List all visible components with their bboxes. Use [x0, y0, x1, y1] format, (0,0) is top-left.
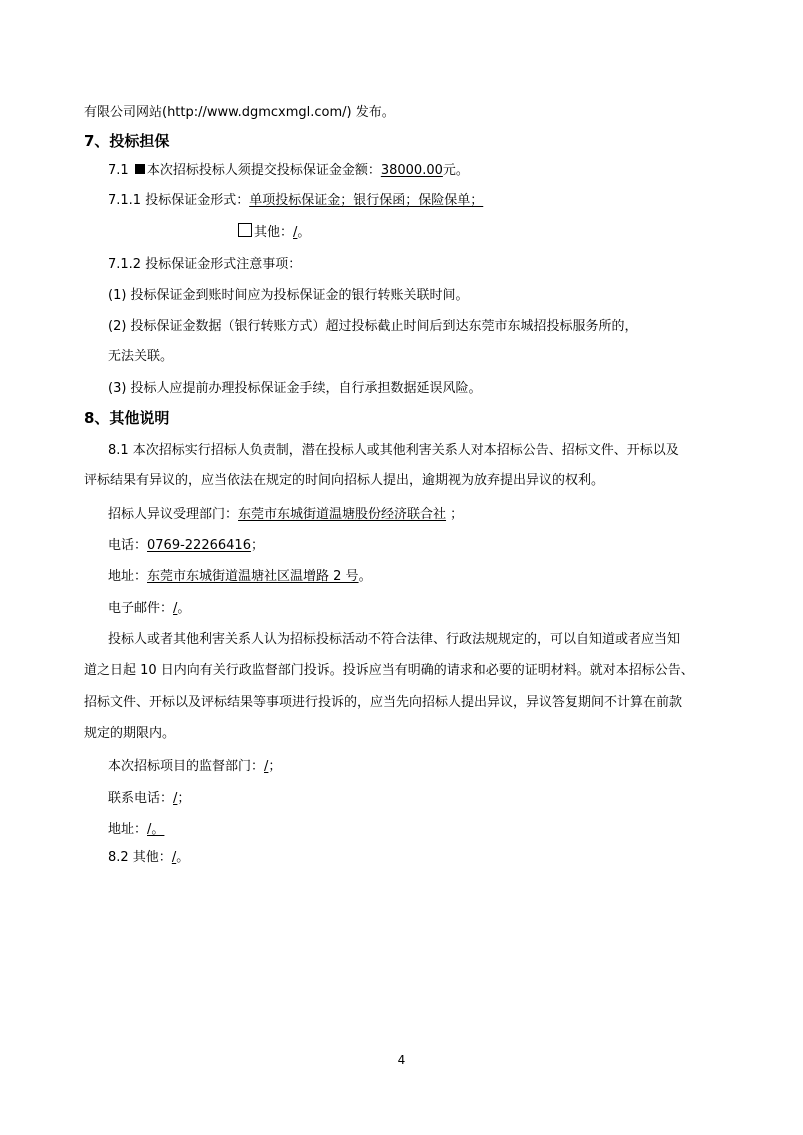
- text-line-8-1b: 评标结果有异议的，应当依法在规定的时间向招标人提出，逾期视为放弃提出异议的权利。: [84, 473, 605, 488]
- text-line-dept: 招标人异议受理部门：东莞市东城街道温塘股份经济联合社 ；: [108, 507, 464, 522]
- page-number: 4: [397, 1053, 406, 1067]
- text-line-note-1: (1) 投标保证金到账时间应为投标保证金的银行转账关联时间。: [108, 288, 469, 303]
- section-heading-7: 7、投标担保: [84, 132, 170, 150]
- text-line-supervisor-address: 地址：/。: [108, 822, 165, 837]
- text-line-tel: 电话：0769-22266416；: [108, 538, 264, 553]
- text-line-note-2-cont: 无法关联。: [108, 349, 174, 364]
- text-line-7-1-1: 7.1.1 投标保证金形式：单项投标保证金；银行保函；保险保单；: [108, 193, 484, 208]
- deposit-amount: 38000.00: [380, 163, 443, 178]
- text-line-website: 有限公司网站(http://www.dgmcxmgl.com/) 发布。: [84, 105, 395, 120]
- unchecked-box-icon: [238, 223, 252, 237]
- tel-number: 0769-22266416: [147, 538, 251, 553]
- text-line-complaint-1: 投标人或者其他利害关系人认为招标投标活动不符合法律、行政法规规定的，可以自知道或者应当知: [108, 632, 681, 647]
- text-line-complaint-4: 规定的期限内。: [84, 726, 176, 741]
- section-heading-8: 8、其他说明: [84, 409, 170, 427]
- text-line-note-3: (3) 投标人应提前办理投标保证金手续，自行承担数据延误风险。: [108, 381, 482, 396]
- checked-box-icon: [135, 164, 145, 174]
- text-line-7-1-1-other: 其他：/。: [238, 223, 803, 242]
- text-line-complaint-2: 道之日起 10 日内向有关行政监督部门投诉。投诉应当有明确的请求和必要的证明材料。就对本招标公告、: [84, 663, 694, 678]
- text-line-note-2: (2) 投标保证金数据（银行转账方式）超过投标截止时间后到达东莞市东城招投标服务所的，: [108, 319, 638, 334]
- dept-name: 东莞市东城街道温塘股份经济联合社: [238, 507, 447, 522]
- text-line-email: 电子邮件：/。: [108, 601, 191, 616]
- deposit-forms: 单项投标保证金；银行保函；保险保单；: [249, 193, 484, 208]
- text-line-address: 地址：东莞市东城街道温塘社区温增路 2 号。: [108, 569, 372, 584]
- text-line-7-1: 7.1 本次招标投标人须提交投标保证金金额：38000.00元。: [108, 163, 469, 178]
- text-line-complaint-3: 招标文件、开标以及评标结果等事项进行投诉的，应当先向招标人提出异议，异议答复期间不计算在前款: [84, 695, 683, 710]
- address-value: 东莞市东城街道温塘社区温增路 2 号: [147, 569, 359, 584]
- text-line-supervisor-tel: 联系电话：/；: [108, 791, 191, 806]
- text-line-supervisor: 本次招标项目的监督部门：/；: [108, 759, 282, 774]
- text-line-8-1a: 8.1 本次招标实行招标人负责制，潜在投标人或其他利害关系人对本招标公告、招标文件、开标以及: [108, 443, 679, 458]
- text-line-7-1-2: 7.1.2 投标保证金形式注意事项：: [108, 257, 302, 272]
- text-line-8-2: 8.2 其他：/。: [108, 850, 190, 865]
